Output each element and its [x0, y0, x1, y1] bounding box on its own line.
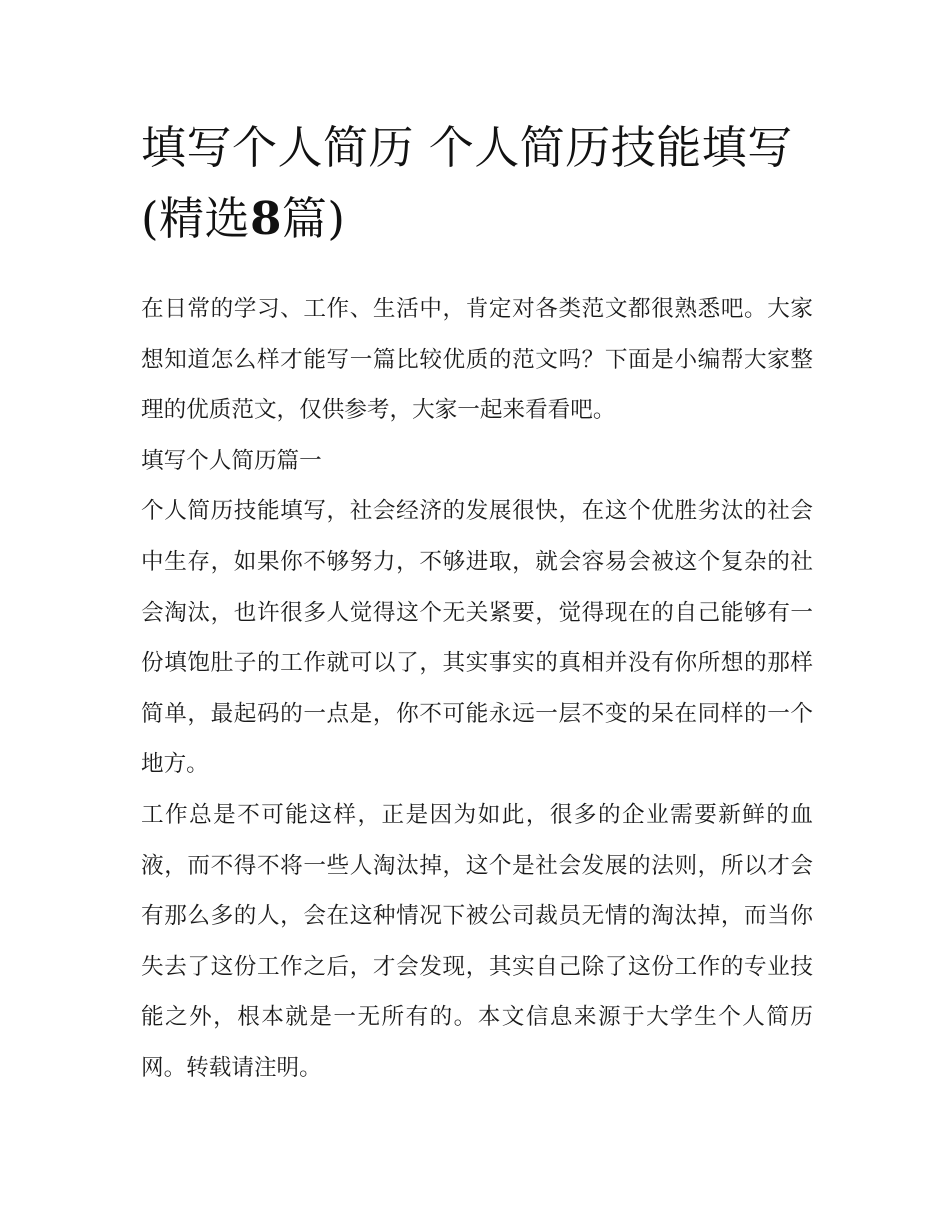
title-suffix: 篇)	[281, 192, 346, 245]
document-title	[141, 112, 813, 254]
title-number: 8	[250, 192, 282, 245]
document-body	[141, 284, 813, 1094]
section-heading: 填写个人简历篇一	[141, 447, 322, 474]
body-paragraph: 个人简历技能填写，社会经济的发展很快，在这个优胜劣汰的社会中生存，如果你不够努力，不够进取，就会容易会被这个复杂的社会淘汰，也许很多人觉得这个无关紧要，觉得现在的自己能够有一份填饱肚子的工作就可以了，其实事实的真相并没有你所想的那样简单，最起码的一点是，你不可能永远一层不变的呆在同样的一个地方。	[141, 498, 813, 778]
intro-paragraph: 在日常的学习、工作、生活中，肯定对各类范文都很熟悉吧。大家想知道怎么样才能写一篇比较优质的范文吗？下面是小编帮大家整理的优质范文，仅供参考，大家一起来看看吧。	[141, 296, 813, 424]
title-text: 填写个人简历 个人简历技能填写(精选	[141, 121, 793, 245]
body-paragraph: 工作总是不可能这样，正是因为如此，很多的企业需要新鲜的血液，而不得不将一些人淘汰掉，这个是社会发展的法则，所以才会有那么多的人，会在这种情况下被公司裁员无情的淘汰掉，而当你失去了这份工作之后，才会发现，其实自己除了这份工作的专业技能之外，根本就是一无所有的。本文信息来源于大学生个人简历网。转载请注明。	[141, 801, 813, 1081]
document-page	[141, 112, 813, 1094]
